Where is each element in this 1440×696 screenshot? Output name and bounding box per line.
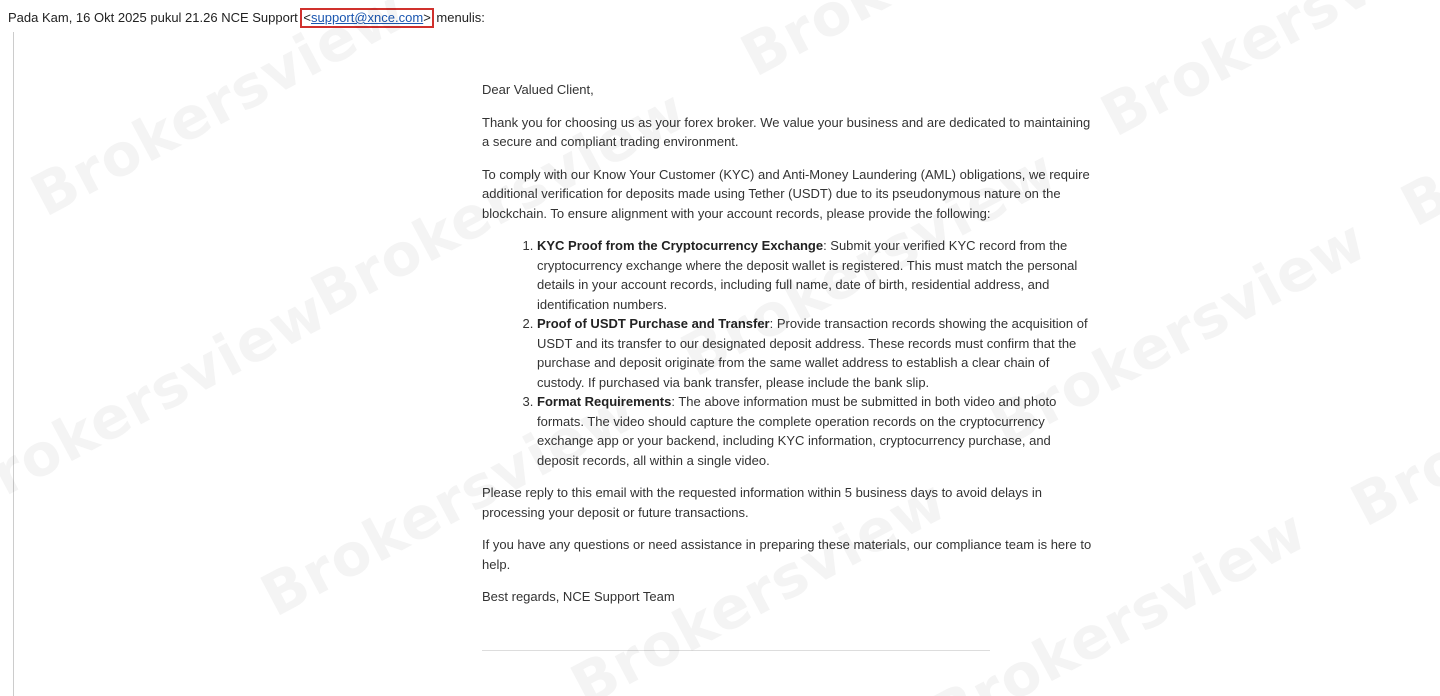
watermark-text [730, 0, 1127, 90]
intro-paragraph: Thank you for choosing us as your forex broker. We value your business and are dedicated to maintaining a secure and compliant trading environment. [482, 114, 1091, 149]
requirement-title: Format Requirements [537, 394, 672, 409]
email-highlight-box [300, 8, 433, 28]
greeting: Dear Valued Client, [482, 82, 594, 97]
signature-divider [482, 650, 990, 651]
message-body [482, 80, 1096, 620]
quote-bar [13, 32, 14, 696]
watermark-text [0, 276, 337, 530]
requirement-text: : The above information must be submitted in both video and photo formats. The video should capture the complete operation records on the cryptocurrency exchange app or your backend, including KYC information, cryptocurrency purchase, and deposit records, all within a single video. [537, 394, 1057, 468]
list-item [537, 236, 1096, 314]
requirement-title: Proof of USDT Purchase and Transfer [537, 316, 770, 331]
requirements-list [482, 236, 1096, 470]
assistance-paragraph: If you have any questions or need assistance in preparing these materials, our compliance team is here to help. [482, 537, 1092, 572]
watermark-text [1390, 0, 1440, 240]
watermark-text [1340, 286, 1440, 540]
watermark-text [20, 0, 417, 230]
list-item [537, 392, 1096, 470]
requirement-text: : Submit your verified KYC record from the cryptocurrency exchange where the deposit wallet is registered. This must match the personal details in your account records, including full name, date of birth, residential address, and identification numbers. [537, 238, 1078, 312]
list-item [537, 314, 1096, 392]
quote-header-suffix: menulis: [432, 10, 485, 25]
sender-email-link[interactable]: support@xnce.com [311, 10, 424, 25]
close-angle: > [423, 10, 431, 25]
quote-header [8, 8, 485, 28]
signoff: Best regards, NCE Support Team [482, 589, 675, 604]
requirement-title: KYC Proof from the Cryptocurrency Exchange [537, 238, 824, 253]
quote-header-prefix: Pada Kam, 16 Okt 2025 pukul 21.26 NCE Support [8, 10, 302, 25]
watermark-text [1090, 0, 1440, 150]
requirement-text: : Provide transaction records showing the acquisition of USDT and its transfer to our designated deposit address. These records must confirm that the purchase and deposit originate from the same wallet address to establish a clear chain of custody. If purchased via bank transfer, please include the bank slip. [537, 316, 1088, 390]
compliance-paragraph: To comply with our Know Your Customer (KYC) and Anti-Money Laundering (AML) obligations, we require additional verification for deposits made using Tether (USDT) due to its pseudonymous nature on the blockchain. To ensure alignment with your account records, please provide the following: [482, 166, 1090, 221]
deadline-paragraph: Please reply to this email with the requested information within 5 business days to avoid delays in processing your deposit or future transactions. [482, 485, 1043, 520]
open-angle: < [303, 10, 311, 25]
